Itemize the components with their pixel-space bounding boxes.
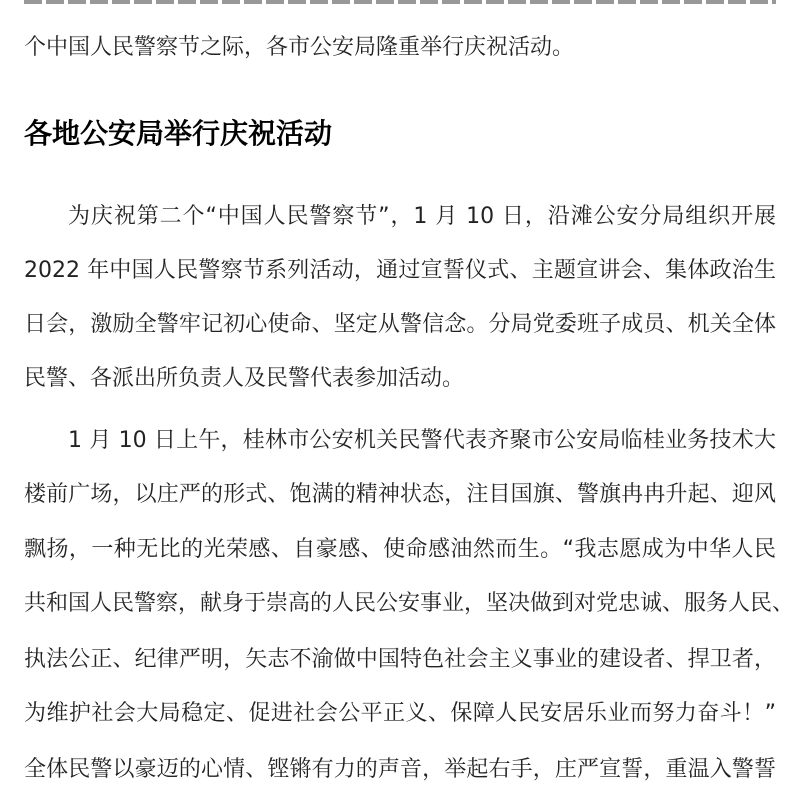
text-line: 为庆祝第二个“中国人民警察节”，1 月 10 日，沿滩公安分局组织开展 bbox=[68, 204, 776, 229]
text-line: 2022 年中国人民警察节系列活动，通过宣誓仪式、主题宣讲会、集体政治生 bbox=[24, 258, 776, 283]
section-heading: 各地公安局举行庆祝活动 bbox=[24, 117, 333, 150]
text-line: 楼前广场，以庄严的形式、饱满的精神状态，注目国旗、警旗冉冉升起、迎风 bbox=[24, 482, 776, 507]
text-line: 民警、各派出所负责人及民警代表参加活动。 bbox=[24, 366, 465, 391]
text-line: 执法公正、纪律严明，矢志不渝做中国特色社会主义事业的建设者、捍卫者， bbox=[24, 647, 776, 672]
text-line: 为维护社会大局稳定、促进社会公平正义、保障人民安居乐业而努力奋斗！” bbox=[24, 701, 776, 726]
text-line: 飘扬，一种无比的光荣感、自豪感、使命感油然而生。“我志愿成为中华人民 bbox=[24, 537, 776, 562]
text-line: 共和国人民警察，献身于崇高的人民公安事业，坚决做到对党忠诚、服务人民、 bbox=[24, 591, 795, 616]
text-line: 1 月 10 日上午，桂林市公安机关民警代表齐聚市公安局临桂业务技术大 bbox=[68, 428, 776, 453]
intro-line: 个中国人民警察节之际，各市公安局隆重举行庆祝活动。 bbox=[24, 35, 575, 60]
text-line: 日会，激励全警牢记初心使命、坚定从警信念。分局党委班子成员、机关全体 bbox=[24, 312, 776, 337]
text-line: 全体民警以豪迈的心情、铿锵有力的声音，举起右手，庄严宣誓，重温入警誓 bbox=[24, 757, 776, 782]
cropped-previous-line bbox=[24, 0, 776, 4]
